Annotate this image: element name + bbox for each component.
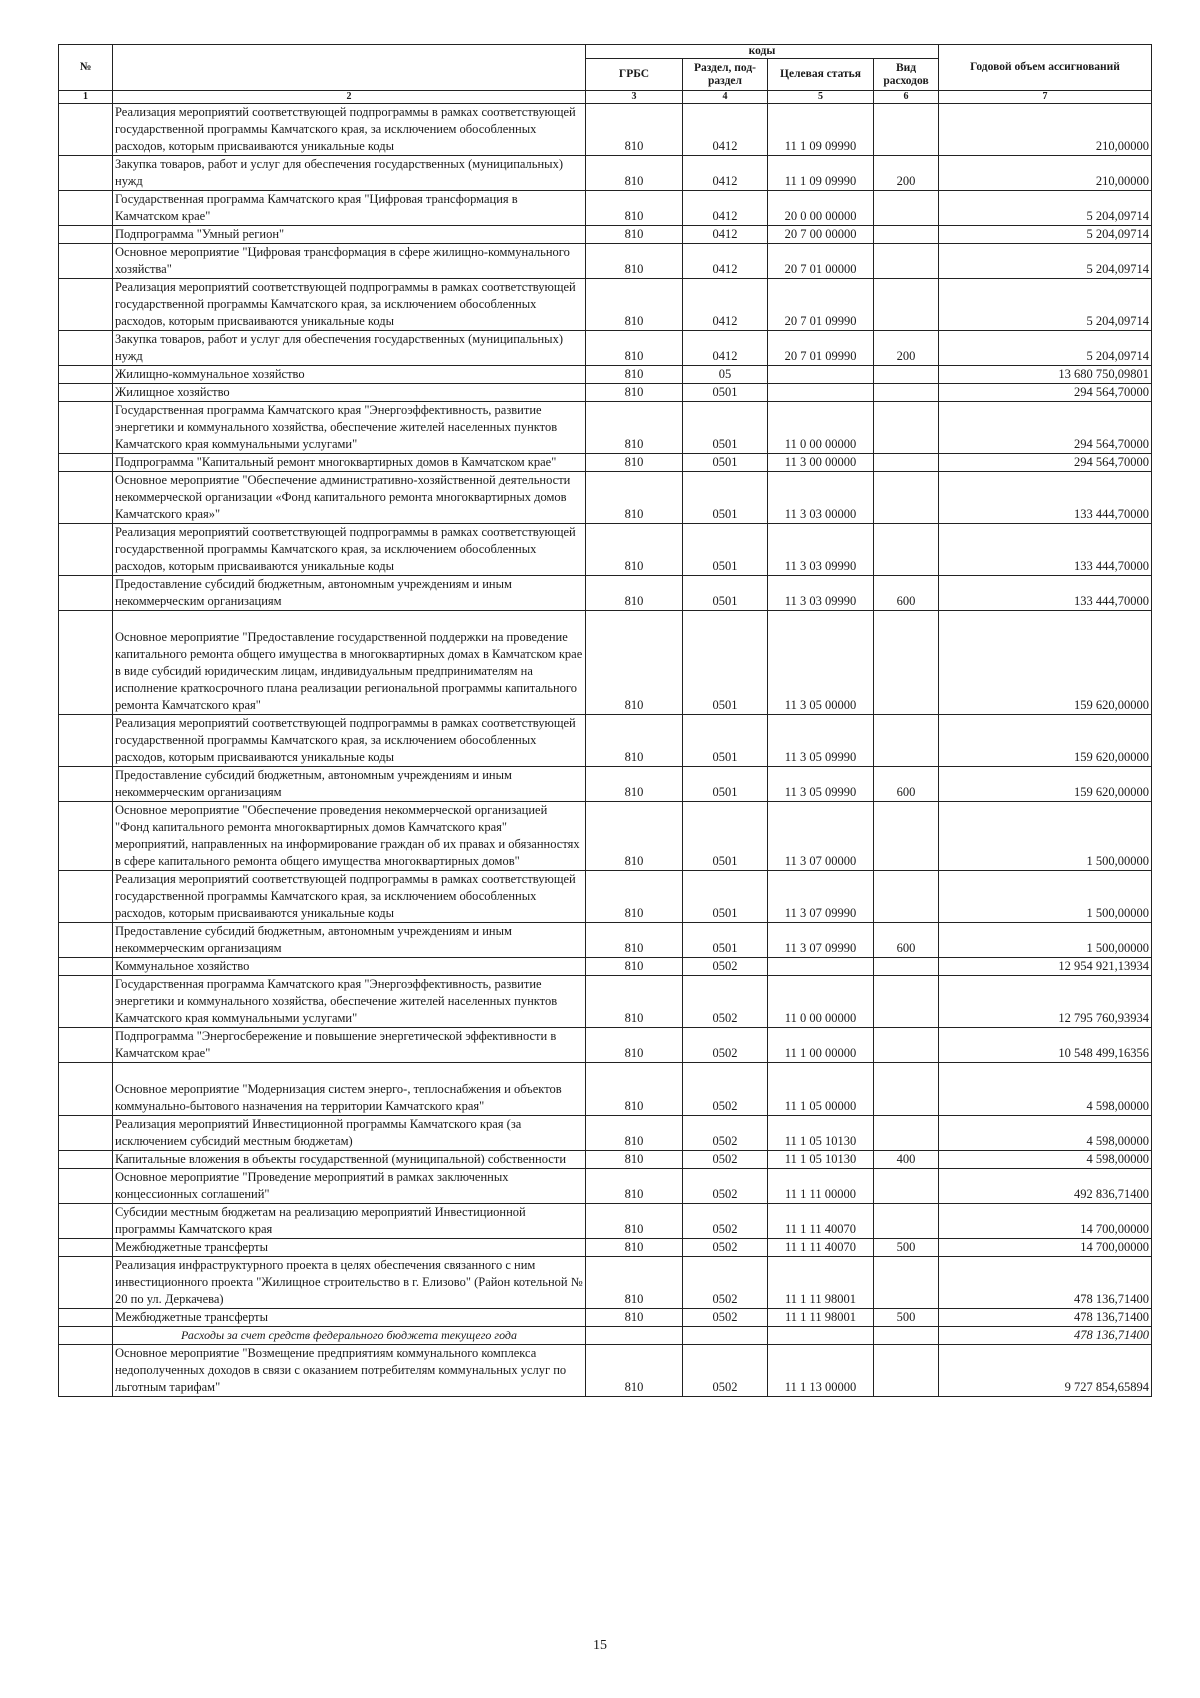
row-number-cell	[59, 611, 113, 715]
row-kind-cell	[874, 1063, 939, 1116]
row-number-cell	[59, 191, 113, 226]
row-grbs-cell: 810	[586, 191, 683, 226]
row-grbs-cell: 810	[586, 1239, 683, 1257]
row-kind-cell: 600	[874, 923, 939, 958]
table-body	[59, 104, 1152, 1397]
row-amount-cell: 14 700,00000	[939, 1239, 1152, 1257]
row-name-cell: Государственная программа Камчатского края "Цифровая трансформация в Камчатском крае"	[113, 191, 586, 226]
row-kind-cell	[874, 402, 939, 454]
row-name-cell: Реализация инфраструктурного проекта в целях обеспечения связанного с ним инвестиционного проекта "Жилищное строительство в г. Елизово" (Район котельной № 20 по ул. Деркачева)	[113, 1257, 586, 1309]
row-kind-cell	[874, 1257, 939, 1309]
budget-table	[58, 44, 1152, 1397]
row-name-cell: Межбюджетные трансферты	[113, 1239, 586, 1257]
row-number-cell	[59, 104, 113, 156]
table-row	[59, 1239, 1152, 1257]
row-name-cell: Предоставление субсидий бюджетным, автономным учреждениям и иным некоммерческим организациям	[113, 923, 586, 958]
row-number-cell	[59, 226, 113, 244]
row-grbs-cell: 810	[586, 715, 683, 767]
row-amount-cell: 5 204,09714	[939, 191, 1152, 226]
row-grbs-cell: 810	[586, 472, 683, 524]
row-name-cell: Коммунальное хозяйство	[113, 958, 586, 976]
row-number-cell	[59, 1345, 113, 1397]
page-number: 15	[593, 1638, 607, 1653]
row-section-cell: 0502	[683, 1257, 768, 1309]
row-section-cell: 0502	[683, 1309, 768, 1327]
row-target-cell: 11 3 07 09990	[768, 871, 874, 923]
row-grbs-cell: 810	[586, 1063, 683, 1116]
row-number-cell	[59, 871, 113, 923]
row-section-cell: 0502	[683, 1151, 768, 1169]
row-name-cell: Предоставление субсидий бюджетным, автономным учреждениям и иным некоммерческим организациям	[113, 576, 586, 611]
row-target-cell: 20 7 01 00000	[768, 244, 874, 279]
row-section-cell: 0412	[683, 226, 768, 244]
row-amount-cell: 1 500,00000	[939, 871, 1152, 923]
row-number-cell	[59, 1116, 113, 1151]
row-grbs-cell: 810	[586, 802, 683, 871]
table-row	[59, 402, 1152, 454]
row-amount-cell: 492 836,71400	[939, 1169, 1152, 1204]
row-kind-cell: 500	[874, 1309, 939, 1327]
row-amount-cell: 5 204,09714	[939, 226, 1152, 244]
table-row	[59, 366, 1152, 384]
row-kind-cell: 600	[874, 767, 939, 802]
row-amount-cell: 294 564,70000	[939, 454, 1152, 472]
row-kind-cell	[874, 104, 939, 156]
header-kind: Вид расходов	[874, 59, 939, 91]
row-section-cell: 0501	[683, 454, 768, 472]
row-number-cell	[59, 1063, 113, 1116]
row-kind-cell	[874, 611, 939, 715]
row-amount-cell: 10 548 499,16356	[939, 1028, 1152, 1063]
row-kind-cell	[874, 191, 939, 226]
row-grbs-cell: 810	[586, 279, 683, 331]
row-kind-cell: 600	[874, 576, 939, 611]
row-section-cell: 0412	[683, 244, 768, 279]
row-name-cell: Закупка товаров, работ и услуг для обеспечения государственных (муниципальных) нужд	[113, 156, 586, 191]
table-row	[59, 156, 1152, 191]
row-name-cell: Субсидии местным бюджетам на реализацию мероприятий Инвестиционной программы Камчатского края	[113, 1204, 586, 1239]
row-section-cell: 0502	[683, 958, 768, 976]
row-number-cell	[59, 402, 113, 454]
row-section-cell: 05	[683, 366, 768, 384]
row-name-cell: Расходы за счет средств федерального бюджета текущего года	[113, 1327, 586, 1345]
row-grbs-cell: 810	[586, 454, 683, 472]
table-row	[59, 279, 1152, 331]
row-kind-cell	[874, 976, 939, 1028]
row-amount-cell: 4 598,00000	[939, 1063, 1152, 1116]
row-number-cell	[59, 366, 113, 384]
table-row	[59, 802, 1152, 871]
row-target-cell	[768, 366, 874, 384]
row-section-cell: 0412	[683, 331, 768, 366]
header-codes: коды	[586, 45, 939, 59]
row-grbs-cell: 810	[586, 366, 683, 384]
row-kind-cell: 200	[874, 331, 939, 366]
row-amount-cell: 294 564,70000	[939, 402, 1152, 454]
row-amount-cell: 13 680 750,09801	[939, 366, 1152, 384]
row-name-cell: Основное мероприятие "Модернизация систем энерго-, теплоснабжения и объектов коммунально-бытового назначения на территории Камчатского края"	[113, 1063, 586, 1116]
row-amount-cell: 478 136,71400	[939, 1309, 1152, 1327]
row-grbs-cell: 810	[586, 1257, 683, 1309]
row-kind-cell: 400	[874, 1151, 939, 1169]
row-section-cell: 0502	[683, 1116, 768, 1151]
row-target-cell: 11 3 03 00000	[768, 472, 874, 524]
header-name	[113, 45, 586, 91]
table-row	[59, 611, 1152, 715]
table-row	[59, 576, 1152, 611]
row-amount-cell: 210,00000	[939, 104, 1152, 156]
row-target-cell: 11 3 05 09990	[768, 767, 874, 802]
row-kind-cell: 500	[874, 1239, 939, 1257]
row-target-cell: 11 3 07 09990	[768, 923, 874, 958]
row-target-cell: 11 1 13 00000	[768, 1345, 874, 1397]
header-row-top	[59, 45, 1152, 59]
row-kind-cell	[874, 715, 939, 767]
table-row	[59, 976, 1152, 1028]
row-section-cell: 0412	[683, 156, 768, 191]
row-number-cell	[59, 1204, 113, 1239]
row-target-cell: 11 1 09 09990	[768, 104, 874, 156]
row-target-cell: 20 0 00 00000	[768, 191, 874, 226]
row-kind-cell	[874, 1028, 939, 1063]
table-row	[59, 1257, 1152, 1309]
table-row	[59, 1063, 1152, 1116]
row-amount-cell: 159 620,00000	[939, 767, 1152, 802]
row-kind-cell	[874, 472, 939, 524]
table-row	[59, 384, 1152, 402]
row-grbs-cell: 810	[586, 767, 683, 802]
row-kind-cell	[874, 454, 939, 472]
row-number-cell	[59, 976, 113, 1028]
row-target-cell: 11 3 05 00000	[768, 611, 874, 715]
table-row	[59, 1169, 1152, 1204]
row-grbs-cell: 810	[586, 576, 683, 611]
row-grbs-cell: 810	[586, 1169, 683, 1204]
row-number-cell	[59, 331, 113, 366]
row-amount-cell: 5 204,09714	[939, 279, 1152, 331]
row-number-cell	[59, 767, 113, 802]
row-amount-cell: 14 700,00000	[939, 1204, 1152, 1239]
table-row	[59, 1204, 1152, 1239]
row-kind-cell: 200	[874, 156, 939, 191]
row-name-cell: Жилищное хозяйство	[113, 384, 586, 402]
row-name-cell: Реализация мероприятий соответствующей подпрограммы в рамках соответствующей государственной программы Камчатского края, за исключением обособленных расходов, которым присваиваются уникальные коды	[113, 279, 586, 331]
row-amount-cell: 4 598,00000	[939, 1151, 1152, 1169]
row-number-cell	[59, 454, 113, 472]
row-target-cell: 11 1 11 00000	[768, 1169, 874, 1204]
row-grbs-cell: 810	[586, 104, 683, 156]
row-number-cell	[59, 715, 113, 767]
table-row	[59, 472, 1152, 524]
row-kind-cell	[874, 871, 939, 923]
row-section-cell: 0501	[683, 524, 768, 576]
header-amount: Годовой объем ассигнований	[939, 45, 1152, 91]
row-number-cell	[59, 1028, 113, 1063]
table-row	[59, 958, 1152, 976]
table-row	[59, 331, 1152, 366]
row-name-cell: Подпрограмма "Капитальный ремонт многоквартирных домов в Камчатском крае"	[113, 454, 586, 472]
row-number-cell	[59, 1239, 113, 1257]
table-row	[59, 1151, 1152, 1169]
header-num: №	[59, 45, 113, 91]
row-kind-cell	[874, 1204, 939, 1239]
row-kind-cell	[874, 279, 939, 331]
row-target-cell: 11 3 07 00000	[768, 802, 874, 871]
row-name-cell: Основное мероприятие "Обеспечение административно-хозяйственной деятельности некоммерческой организации «Фонд капитального ремонта многоквартирных домов Камчатского края»"	[113, 472, 586, 524]
row-kind-cell	[874, 226, 939, 244]
row-amount-cell: 1 500,00000	[939, 802, 1152, 871]
row-number-cell	[59, 1169, 113, 1204]
row-amount-cell: 12 954 921,13934	[939, 958, 1152, 976]
row-grbs-cell: 810	[586, 1151, 683, 1169]
row-grbs-cell	[586, 1327, 683, 1345]
row-section-cell: 0501	[683, 767, 768, 802]
row-target-cell: 11 3 00 00000	[768, 454, 874, 472]
row-amount-cell: 12 795 760,93934	[939, 976, 1152, 1028]
column-number-row	[59, 91, 1152, 104]
row-grbs-cell: 810	[586, 226, 683, 244]
table-row	[59, 1028, 1152, 1063]
row-amount-cell: 210,00000	[939, 156, 1152, 191]
row-section-cell: 0412	[683, 191, 768, 226]
row-name-cell: Подпрограмма "Умный регион"	[113, 226, 586, 244]
col-number: 3	[586, 91, 683, 104]
row-name-cell: Межбюджетные трансферты	[113, 1309, 586, 1327]
header-grbs: ГРБС	[586, 59, 683, 91]
table-row	[59, 923, 1152, 958]
row-target-cell: 11 1 05 10130	[768, 1116, 874, 1151]
header-target: Целевая статья	[768, 59, 874, 91]
row-grbs-cell: 810	[586, 611, 683, 715]
row-grbs-cell: 810	[586, 1309, 683, 1327]
row-target-cell	[768, 384, 874, 402]
row-section-cell: 0501	[683, 576, 768, 611]
row-section-cell: 0501	[683, 715, 768, 767]
row-amount-cell: 478 136,71400	[939, 1257, 1152, 1309]
row-name-cell: Государственная программа Камчатского края "Энергоэффективность, развитие энергетики и коммунального хозяйства, обеспечение жителей населенных пунктов Камчатского края коммунальными услугами"	[113, 976, 586, 1028]
table-row	[59, 1345, 1152, 1397]
row-section-cell: 0412	[683, 104, 768, 156]
row-target-cell: 11 1 11 98001	[768, 1257, 874, 1309]
budget-table-sheet	[58, 44, 1151, 1397]
row-grbs-cell: 810	[586, 402, 683, 454]
row-grbs-cell: 810	[586, 871, 683, 923]
table-row	[59, 767, 1152, 802]
row-name-cell: Основное мероприятие "Обеспечение проведения некоммерческой организацией "Фонд капитального ремонта многоквартирных домов Камчатского края" мероприятий, направленных на информирование граждан об их правах и обязанностях в сфере капитального ремонта общего имущества многоквартирных домов"	[113, 802, 586, 871]
row-number-cell	[59, 1151, 113, 1169]
col-number: 7	[939, 91, 1152, 104]
row-target-cell: 11 1 05 10130	[768, 1151, 874, 1169]
row-section-cell: 0501	[683, 384, 768, 402]
row-target-cell: 11 3 03 09990	[768, 524, 874, 576]
row-kind-cell	[874, 1345, 939, 1397]
row-name-cell: Реализация мероприятий Инвестиционной программы Камчатского края (за исключением субсидий местным бюджетам)	[113, 1116, 586, 1151]
row-name-cell: Предоставление субсидий бюджетным, автономным учреждениям и иным некоммерческим организациям	[113, 767, 586, 802]
row-amount-cell: 1 500,00000	[939, 923, 1152, 958]
col-number: 2	[113, 91, 586, 104]
row-grbs-cell: 810	[586, 524, 683, 576]
row-number-cell	[59, 576, 113, 611]
row-name-cell: Реализация мероприятий соответствующей подпрограммы в рамках соответствующей государственной программы Камчатского края, за исключением обособленных расходов, которым присваиваются уникальные коды	[113, 871, 586, 923]
row-name-cell: Основное мероприятие "Проведение мероприятий в рамках заключенных концессионных соглашений"	[113, 1169, 586, 1204]
row-amount-cell: 5 204,09714	[939, 331, 1152, 366]
col-number: 1	[59, 91, 113, 104]
row-name-cell: Закупка товаров, работ и услуг для обеспечения государственных (муниципальных) нужд	[113, 331, 586, 366]
row-name-cell: Реализация мероприятий соответствующей подпрограммы в рамках соответствующей государственной программы Камчатского края, за исключением обособленных расходов, которым присваиваются уникальные коды	[113, 524, 586, 576]
row-target-cell: 20 7 01 09990	[768, 279, 874, 331]
row-number-cell	[59, 1309, 113, 1327]
row-amount-cell: 159 620,00000	[939, 715, 1152, 767]
row-grbs-cell: 810	[586, 156, 683, 191]
row-amount-cell: 133 444,70000	[939, 524, 1152, 576]
row-number-cell	[59, 802, 113, 871]
row-name-cell: Жилищно-коммунальное хозяйство	[113, 366, 586, 384]
row-grbs-cell: 810	[586, 1116, 683, 1151]
row-section-cell: 0502	[683, 1204, 768, 1239]
col-number: 5	[768, 91, 874, 104]
row-kind-cell	[874, 366, 939, 384]
row-amount-cell: 159 620,00000	[939, 611, 1152, 715]
row-grbs-cell: 810	[586, 1345, 683, 1397]
row-section-cell: 0501	[683, 923, 768, 958]
row-number-cell	[59, 923, 113, 958]
header-section: Раздел, под-раздел	[683, 59, 768, 91]
row-target-cell: 20 7 00 00000	[768, 226, 874, 244]
row-kind-cell	[874, 244, 939, 279]
row-name-cell: Реализация мероприятий соответствующей подпрограммы в рамках соответствующей государственной программы Камчатского края, за исключением обособленных расходов, которым присваиваются уникальные коды	[113, 104, 586, 156]
row-number-cell	[59, 472, 113, 524]
col-number: 6	[874, 91, 939, 104]
row-grbs-cell: 810	[586, 976, 683, 1028]
row-grbs-cell: 810	[586, 958, 683, 976]
row-target-cell	[768, 1327, 874, 1345]
row-kind-cell	[874, 524, 939, 576]
row-kind-cell	[874, 958, 939, 976]
row-target-cell: 11 1 11 40070	[768, 1204, 874, 1239]
row-target-cell	[768, 958, 874, 976]
row-name-cell: Капитальные вложения в объекты государственной (муниципальной) собственности	[113, 1151, 586, 1169]
row-section-cell: 0502	[683, 1063, 768, 1116]
table-row	[59, 1309, 1152, 1327]
row-section-cell: 0501	[683, 871, 768, 923]
row-target-cell: 11 1 11 98001	[768, 1309, 874, 1327]
row-grbs-cell: 810	[586, 331, 683, 366]
table-row	[59, 191, 1152, 226]
row-amount-cell: 294 564,70000	[939, 384, 1152, 402]
row-kind-cell	[874, 1327, 939, 1345]
row-section-cell: 0501	[683, 402, 768, 454]
row-amount-cell: 5 204,09714	[939, 244, 1152, 279]
row-section-cell: 0502	[683, 1345, 768, 1397]
row-target-cell: 11 3 05 09990	[768, 715, 874, 767]
row-target-cell: 11 1 09 09990	[768, 156, 874, 191]
row-section-cell	[683, 1327, 768, 1345]
row-number-cell	[59, 524, 113, 576]
row-section-cell: 0501	[683, 802, 768, 871]
row-number-cell	[59, 958, 113, 976]
row-number-cell	[59, 244, 113, 279]
row-target-cell: 11 1 11 40070	[768, 1239, 874, 1257]
row-section-cell: 0501	[683, 611, 768, 715]
row-target-cell: 20 7 01 09990	[768, 331, 874, 366]
table-row	[59, 871, 1152, 923]
table-row	[59, 1327, 1152, 1345]
row-target-cell: 11 1 00 00000	[768, 1028, 874, 1063]
row-name-cell: Основное мероприятие "Предоставление государственной поддержки на проведение капитального ремонта общего имущества в многоквартирных домах в Камчатском крае в виде субсидий юридическим лицам, индивидуальным предпринимателям на исполнение краткосрочного плана реализации региональной программы капитального ремонта Камчатского края"	[113, 611, 586, 715]
table-row	[59, 1116, 1152, 1151]
table-row	[59, 715, 1152, 767]
row-amount-cell: 478 136,71400	[939, 1327, 1152, 1345]
table-row	[59, 454, 1152, 472]
row-grbs-cell: 810	[586, 1028, 683, 1063]
row-amount-cell: 133 444,70000	[939, 472, 1152, 524]
row-section-cell: 0412	[683, 279, 768, 331]
row-name-cell: Государственная программа Камчатского края "Энергоэффективность, развитие энергетики и коммунального хозяйства, обеспечение жителей населенных пунктов Камчатского края коммунальными услугами"	[113, 402, 586, 454]
row-section-cell: 0501	[683, 472, 768, 524]
table-row	[59, 104, 1152, 156]
table-row	[59, 524, 1152, 576]
row-grbs-cell: 810	[586, 384, 683, 402]
row-grbs-cell: 810	[586, 244, 683, 279]
row-amount-cell: 9 727 854,65894	[939, 1345, 1152, 1397]
row-name-cell: Реализация мероприятий соответствующей подпрограммы в рамках соответствующей государственной программы Камчатского края, за исключением обособленных расходов, которым присваиваются уникальные коды	[113, 715, 586, 767]
row-kind-cell	[874, 384, 939, 402]
row-target-cell: 11 3 03 09990	[768, 576, 874, 611]
row-number-cell	[59, 279, 113, 331]
row-name-cell: Основное мероприятие "Возмещение предприятиям коммунального комплекса недополученных доходов в связи с оказанием потребителям коммунальных услуг по льготным тарифам"	[113, 1345, 586, 1397]
row-section-cell: 0502	[683, 1169, 768, 1204]
row-grbs-cell: 810	[586, 1204, 683, 1239]
row-section-cell: 0502	[683, 1028, 768, 1063]
row-amount-cell: 133 444,70000	[939, 576, 1152, 611]
row-section-cell: 0502	[683, 976, 768, 1028]
row-name-cell: Подпрограмма "Энергосбережение и повышение энергетической эффективности в Камчатском крае"	[113, 1028, 586, 1063]
table-row	[59, 244, 1152, 279]
row-name-cell: Основное мероприятие "Цифровая трансформация в сфере жилищно-коммунального хозяйства"	[113, 244, 586, 279]
row-kind-cell	[874, 1116, 939, 1151]
row-section-cell: 0502	[683, 1239, 768, 1257]
row-number-cell	[59, 1327, 113, 1345]
row-target-cell: 11 1 05 00000	[768, 1063, 874, 1116]
row-amount-cell: 4 598,00000	[939, 1116, 1152, 1151]
row-kind-cell	[874, 1169, 939, 1204]
row-number-cell	[59, 156, 113, 191]
table-row	[59, 226, 1152, 244]
row-number-cell	[59, 384, 113, 402]
row-kind-cell	[874, 802, 939, 871]
row-number-cell	[59, 1257, 113, 1309]
col-number: 4	[683, 91, 768, 104]
row-target-cell: 11 0 00 00000	[768, 976, 874, 1028]
row-grbs-cell: 810	[586, 923, 683, 958]
row-target-cell: 11 0 00 00000	[768, 402, 874, 454]
